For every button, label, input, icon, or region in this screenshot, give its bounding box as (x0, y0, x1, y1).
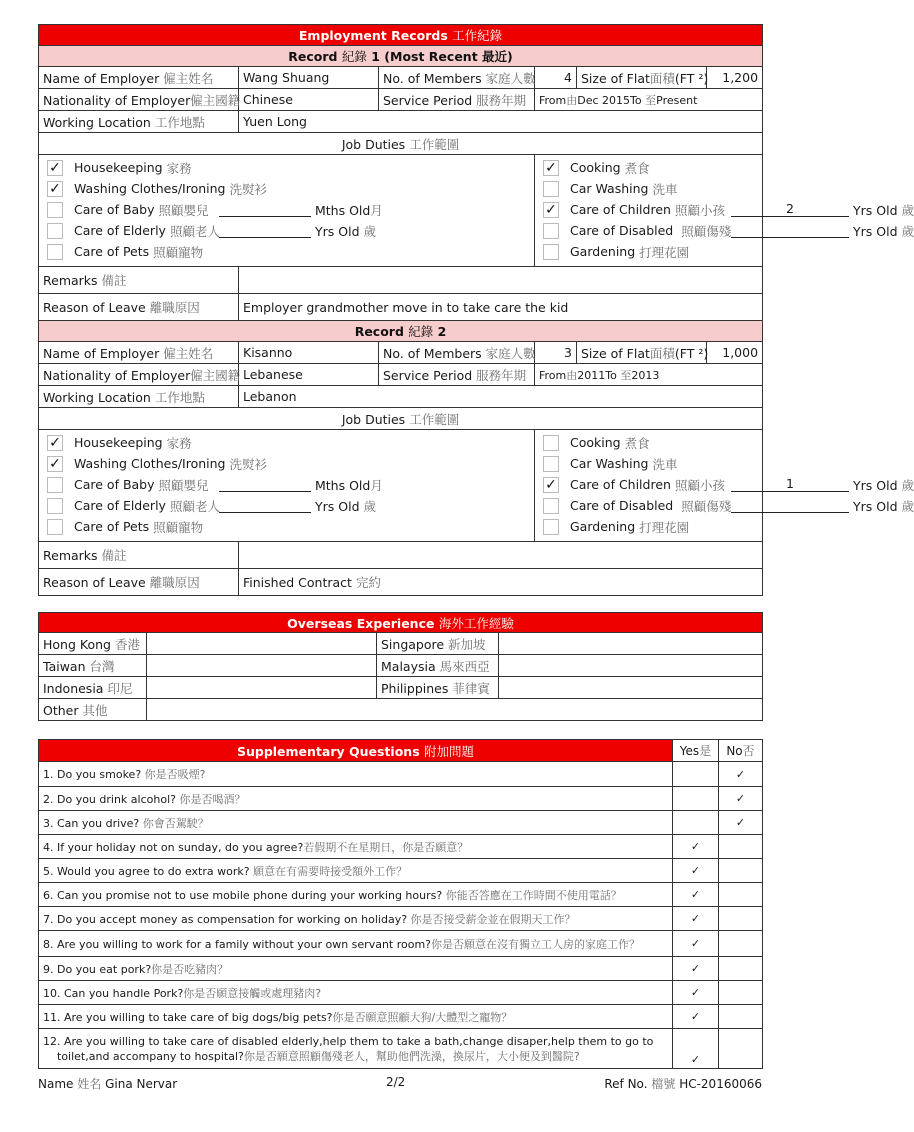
job-duties-header: Job Duties 工作範圍 (39, 133, 763, 155)
question-row (39, 787, 763, 811)
duty-care-disabled: Care of Disabled 照顧傷殘 Yrs Old 歲 (539, 495, 758, 516)
no-checkbox[interactable] (719, 883, 763, 907)
question-row (39, 907, 763, 931)
overseas-value-indonesia (147, 677, 377, 699)
overseas-label-hong-kong: Hong Kong 香港 (39, 633, 147, 655)
question-text: 6. Can you promise not to use mobile phone during your working hours? 你能否答應在工作時間不使用電話？ (39, 883, 673, 907)
yes-checkbox[interactable]: ✓ (673, 981, 719, 1005)
question-text: 8. Are you willing to work for a family without your own servant room?你是否願意在沒有獨立工人房的家庭工作？ (39, 931, 673, 957)
question-row (39, 981, 763, 1005)
care-children-age-field[interactable]: 1 (731, 476, 849, 492)
no-column-header: No否 (719, 740, 763, 762)
question-text: 2. Do you drink alcohol? 你是否喝酒？ (39, 787, 673, 811)
question-row (39, 1005, 763, 1029)
question-row (39, 1029, 763, 1069)
service-period-label: Service Period 服務年期 (379, 89, 535, 111)
supplementary-header: Supplementary Questions 附加問題 (39, 740, 673, 762)
employer-name-value: Kisanno (239, 342, 379, 364)
overseas-experience-table (38, 612, 763, 721)
duty-gardening: Gardening 打理花園 (539, 516, 758, 537)
care-elderly-age-field[interactable] (219, 497, 311, 513)
yrs-old-label: Yrs Old 歲 (853, 498, 914, 514)
question-row (39, 859, 763, 883)
record-title-cjk: 紀錄 (341, 49, 367, 64)
care-disabled-checkbox[interactable] (543, 498, 559, 514)
location-value: Lebanon (239, 386, 763, 408)
yes-checkbox[interactable] (673, 787, 719, 811)
no-checkbox[interactable]: ✓ (719, 811, 763, 835)
overseas-label-other: Other 其他 (39, 699, 147, 721)
question-text: 1. Do you smoke? 你是否吸煙? (39, 762, 673, 787)
question-row (39, 931, 763, 957)
duty-care-children: ✓ Care of Children 照顧小孩 2 Yrs Old 歲 (539, 199, 758, 220)
mths-old-label: Mths Old月 (315, 477, 383, 493)
service-period-value: From由2011To 至2013 (535, 364, 763, 386)
car-washing-checkbox[interactable] (543, 181, 559, 197)
duty-care-disabled: Care of Disabled 照顧傷殘 Yrs Old 歲 (539, 220, 758, 241)
yes-checkbox[interactable] (673, 811, 719, 835)
care-disabled-age-field[interactable] (731, 497, 849, 513)
service-period-value: From由Dec 2015To 至Present (535, 89, 763, 111)
yrs-old-label: Yrs Old 歲 (853, 223, 914, 239)
care-baby-checkbox[interactable] (47, 477, 63, 493)
care-pets-checkbox[interactable] (47, 519, 63, 535)
car-washing-checkbox[interactable] (543, 456, 559, 472)
overseas-value-hong-kong (147, 633, 377, 655)
overseas-label-indonesia: Indonesia 印尼 (39, 677, 147, 699)
remarks-value (239, 542, 763, 569)
record-number: 2 (437, 324, 447, 339)
duty-cooking: ✓ Cooking 煮食 (539, 157, 758, 178)
members-label: No. of Members 家庭人數 (379, 67, 535, 89)
nationality-label: Nationality of Employer僱主國籍 (39, 364, 239, 386)
care-disabled-checkbox[interactable] (543, 223, 559, 239)
employment-records-table (38, 24, 914, 596)
housekeeping-checkbox[interactable]: ✓ (47, 435, 63, 451)
yes-checkbox[interactable]: ✓ (673, 957, 719, 981)
duty-care-baby: Care of Baby 照顧嬰兒 Mths Old月 (43, 199, 530, 220)
care-baby-checkbox[interactable] (47, 202, 63, 218)
duty-care-pets: Care of Pets 照顧寵物 (43, 241, 530, 262)
question-text: 7. Do you accept money as compensation for working on holiday? 你是否接受薪金並在假期天工作？ (39, 907, 673, 931)
reason-of-leave-label: Reason of Leave 離職原因 (39, 294, 239, 321)
remarks-value (239, 267, 763, 294)
no-checkbox[interactable] (719, 981, 763, 1005)
yrs-old-label: Yrs Old 歲 (853, 477, 914, 493)
record-suffix: (Most Recent (384, 49, 478, 64)
reason-of-leave-label: Reason of Leave 離職原因 (39, 569, 239, 596)
care-baby-age-field[interactable] (219, 201, 311, 217)
question-row (39, 835, 763, 859)
employer-name-label: Name of Employer 僱主姓名 (39, 67, 239, 89)
duty-car-washing: Car Washing 洗車 (539, 178, 758, 199)
record-1-header (39, 46, 763, 67)
footer-name: Name 姓名 Gina Nervar (38, 1077, 178, 1091)
employment-records-header (39, 25, 763, 46)
job-duties-header: Job Duties 工作範圍 (39, 408, 763, 430)
flat-size-label: Size of Flat面積(FT ²) (577, 342, 707, 364)
yes-column-header: Yes是 (673, 740, 719, 762)
footer-ref-no: Ref No. 檔號 HC-20160066 (604, 1077, 762, 1091)
flat-size-value: 1,200 (707, 67, 763, 89)
job-duties-right (535, 430, 914, 542)
record-suffix-cjk: 最近) (482, 49, 513, 64)
no-checkbox[interactable]: ✓ (719, 762, 763, 787)
nationality-value: Lebanese (239, 364, 379, 386)
yes-checkbox[interactable]: ✓ (673, 835, 719, 859)
section-title: Employment Records (298, 28, 448, 43)
care-baby-age-field[interactable] (219, 476, 311, 492)
record-title: Record (288, 49, 338, 64)
no-checkbox[interactable] (719, 931, 763, 957)
question-text: 5. Would you agree to do extra work? 願意在有需要時接受額外工作？ (39, 859, 673, 883)
duty-housekeeping: ✓ Housekeeping 家務 (43, 157, 530, 178)
service-period-label: Service Period 服務年期 (379, 364, 535, 386)
yes-checkbox[interactable]: ✓ (673, 907, 719, 931)
flat-size-label: Size of Flat面積(FT ²) (577, 67, 707, 89)
gardening-checkbox[interactable] (543, 244, 559, 260)
question-row (39, 883, 763, 907)
question-text: 9. Do you eat pork?你是否吃豬肉？ (39, 957, 673, 981)
duty-washing: ✓ Washing Clothes/Ironing 洗熨衫 (43, 453, 530, 474)
duty-care-baby: Care of Baby 照顧嬰兒 Mths Old月 (43, 474, 530, 495)
record-number: 1 (371, 49, 380, 64)
care-pets-checkbox[interactable] (47, 244, 63, 260)
nationality-value: Chinese (239, 89, 379, 111)
care-elderly-checkbox[interactable] (47, 498, 63, 514)
yrs-old-label: Yrs Old 歲 (315, 223, 377, 239)
cooking-checkbox[interactable] (543, 435, 559, 451)
overseas-value-other (147, 699, 763, 721)
yes-checkbox[interactable]: ✓ (673, 859, 719, 883)
job-duties-right (535, 155, 914, 267)
gardening-checkbox[interactable] (543, 519, 559, 535)
overseas-label-philippines: Philippines 菲律賓 (377, 677, 499, 699)
care-children-checkbox[interactable]: ✓ (543, 202, 559, 218)
reason-of-leave-value: Employer grandmother move in to take care the kid (239, 294, 763, 321)
question-text: 3. Can you drive? 你會否駕駛？ (39, 811, 673, 835)
duty-cooking: Cooking 煮食 (539, 432, 758, 453)
duty-gardening: Gardening 打理花園 (539, 241, 758, 262)
record-2-header (39, 321, 763, 342)
overseas-value-taiwan (147, 655, 377, 677)
job-duties-left (39, 155, 535, 267)
care-elderly-age-field[interactable] (219, 222, 311, 238)
mths-old-label: Mths Old月 (315, 202, 383, 218)
flat-size-value: 1,000 (707, 342, 763, 364)
question-text: 10. Can you handle Pork?你是否願意接觸或處理豬肉? (39, 981, 673, 1005)
overseas-value-singapore (499, 633, 763, 655)
care-children-checkbox[interactable]: ✓ (543, 477, 559, 493)
overseas-label-taiwan: Taiwan 台灣 (39, 655, 147, 677)
duty-care-pets: Care of Pets 照顧寵物 (43, 516, 530, 537)
members-value: 3 (535, 342, 577, 364)
members-label: No. of Members 家庭人數 (379, 342, 535, 364)
nationality-label: Nationality of Employer僱主國籍 (39, 89, 239, 111)
remarks-label: Remarks 備註 (39, 267, 239, 294)
duty-care-elderly: Care of Elderly 照顧老人 Yrs Old 歲 (43, 495, 530, 516)
duty-care-children: ✓ Care of Children 照顧小孩 1 Yrs Old 歲 (539, 474, 758, 495)
question-row (39, 762, 763, 787)
care-children-age-field[interactable]: 2 (731, 201, 849, 217)
question-row (39, 957, 763, 981)
job-duties-left (39, 430, 535, 542)
overseas-value-philippines (499, 677, 763, 699)
no-checkbox[interactable] (719, 1029, 763, 1069)
yes-checkbox[interactable]: ✓ (673, 931, 719, 957)
reason-of-leave-value: Finished Contract 完約 (239, 569, 763, 596)
washing-checkbox[interactable]: ✓ (47, 456, 63, 472)
care-disabled-age-field[interactable] (731, 222, 849, 238)
question-text: 11. Are you willing to take care of big dogs/big pets?你是否願意照顧大狗/大體型之寵物？ (39, 1005, 673, 1029)
no-checkbox[interactable] (719, 957, 763, 981)
duty-care-elderly: Care of Elderly 照顧老人 Yrs Old 歲 (43, 220, 530, 241)
no-checkbox[interactable] (719, 835, 763, 859)
no-checkbox[interactable] (719, 907, 763, 931)
location-label: Working Location 工作地點 (39, 386, 239, 408)
cooking-checkbox[interactable]: ✓ (543, 160, 559, 176)
no-checkbox[interactable]: ✓ (719, 787, 763, 811)
yrs-old-label: Yrs Old 歲 (853, 202, 914, 218)
yes-checkbox[interactable]: ✓ (673, 883, 719, 907)
employer-name-label: Name of Employer 僱主姓名 (39, 342, 239, 364)
section-title-cjk: 工作紀錄 (452, 28, 503, 43)
yes-checkbox[interactable]: ✓ (673, 1029, 719, 1069)
members-value: 4 (535, 67, 577, 89)
no-checkbox[interactable] (719, 859, 763, 883)
remarks-label: Remarks 備註 (39, 542, 239, 569)
overseas-label-malaysia: Malaysia 馬來西亞 (377, 655, 499, 677)
washing-checkbox[interactable]: ✓ (47, 181, 63, 197)
supplementary-questions-table (38, 739, 763, 1069)
duty-washing: ✓ Washing Clothes/Ironing 洗熨衫 (43, 178, 530, 199)
overseas-label-singapore: Singapore 新加坡 (377, 633, 499, 655)
page-number: 2/2 (386, 1075, 406, 1089)
employer-name-value: Wang Shuang (239, 67, 379, 89)
record-title: Record (354, 324, 404, 339)
yes-checkbox[interactable]: ✓ (673, 1005, 719, 1029)
duty-housekeeping: ✓ Housekeeping 家務 (43, 432, 530, 453)
duty-car-washing: Car Washing 洗車 (539, 453, 758, 474)
question-text: 12. Are you willing to take care of disabled elderly,help them to take a bath,change disaper,help them to go to toilet,and accompany to hospital?你是否願意照顧傷殘老人，幫助他們洗澡，換尿片，大小便及到醫院? (39, 1029, 673, 1069)
record-title-cjk: 紀錄 (408, 324, 434, 339)
yrs-old-label: Yrs Old 歲 (315, 498, 377, 514)
question-text: 4. If your holiday not on sunday, do you agree?若假期不在星期日，你是否願意？ (39, 835, 673, 859)
overseas-header: Overseas Experience 海外工作經驗 (39, 613, 763, 633)
no-checkbox[interactable] (719, 1005, 763, 1029)
location-value: Yuen Long (239, 111, 763, 133)
question-row (39, 811, 763, 835)
yes-checkbox[interactable] (673, 762, 719, 787)
location-label: Working Location 工作地點 (39, 111, 239, 133)
care-elderly-checkbox[interactable] (47, 223, 63, 239)
overseas-value-malaysia (499, 655, 763, 677)
housekeeping-checkbox[interactable]: ✓ (47, 160, 63, 176)
